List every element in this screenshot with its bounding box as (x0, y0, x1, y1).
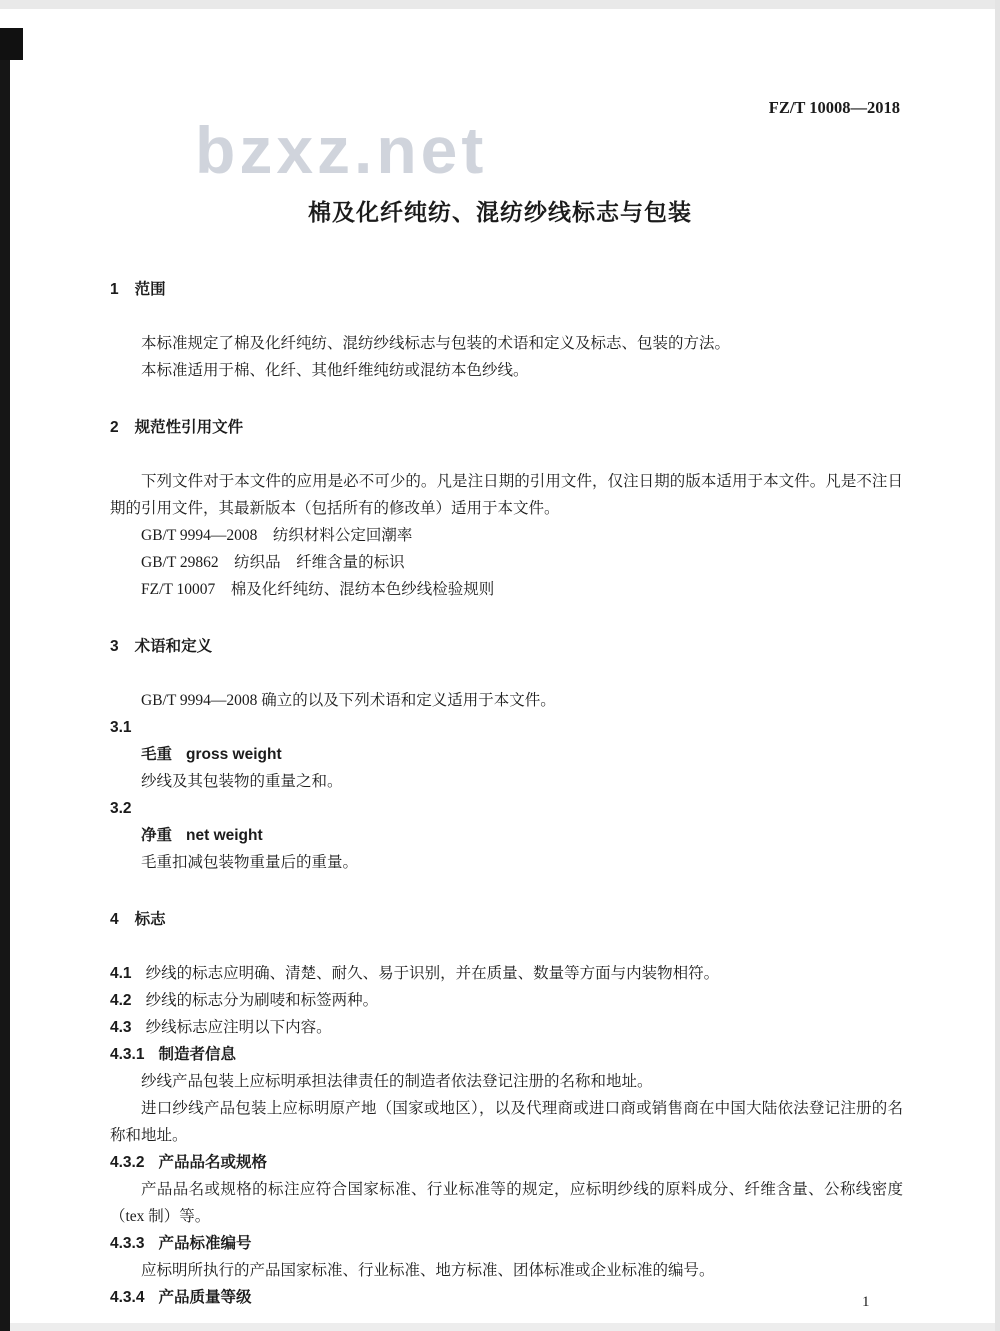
clause-number: 4.3.2 (110, 1154, 145, 1171)
document-title: 棉及化纤纯纺、混纺纱线标志与包装 (308, 199, 692, 225)
subclause-heading (110, 1149, 903, 1176)
paragraph: 应标明所执行的产品国家标准、行业标准、地方标准、团体标准或企业标准的编号。 (141, 1262, 715, 1279)
subclause-title: 制造者信息 (158, 1046, 236, 1063)
clause-text: 纱线标志应注明以下内容。 (145, 1019, 332, 1036)
scan-corner-artifact (0, 28, 23, 60)
paragraph: 本标准适用于棉、化纤、其他纤维纯纺或混纺本色纱线。 (141, 362, 529, 379)
subclause-title: 产品品名或规格 (158, 1154, 267, 1171)
section-heading-terms-definitions (110, 633, 903, 660)
clause-number: 4.3 (110, 1019, 132, 1036)
term-definition: 纱线及其包装物的重量之和。 (141, 773, 343, 790)
paragraph: 纱线产品包装上应标明承担法律责任的制造者依法登记注册的名称和地址。 (141, 1073, 653, 1090)
paragraph: GB/T 9994—2008 确立的以及下列术语和定义适用于本文件。 (141, 692, 556, 709)
clause (110, 987, 903, 1014)
clause-number: 3.1 (110, 719, 132, 736)
term-entry (141, 741, 903, 768)
section-heading-scope (110, 276, 903, 303)
clause (110, 960, 903, 987)
paragraph: 下列文件对于本文件的应用是必不可少的。凡是注日期的引用文件，仅注日期的版本适用于本文件。凡是不注日期的引用文件，其最新版本（包括所有的修改单）适用于本文件。 (110, 473, 903, 517)
reference-item: FZ/T 10007 棉及化纤纯纺、混纺本色纱线检验规则 (141, 581, 495, 598)
subclause-heading (110, 1230, 903, 1257)
paragraph: 进口纱线产品包装上应标明原产地（国家或地区），以及代理商或进口商或销售商在中国大陆依法登记注册的名称和地址。 (110, 1100, 903, 1144)
term-zh: 净重 (141, 827, 173, 844)
subclause-title: 产品标准编号 (158, 1235, 252, 1252)
term-en: gross weight (186, 746, 282, 763)
subclause-title: 产品质量等级 (158, 1289, 252, 1306)
section-title: 规范性引用文件 (134, 419, 244, 436)
section-number: 4 (110, 911, 119, 928)
term-entry (141, 822, 903, 849)
scan-edge-top (0, 0, 1000, 9)
section-title: 术语和定义 (134, 638, 213, 655)
standard-code: FZ/T 10008—2018 (768, 98, 900, 117)
clause (110, 1014, 903, 1041)
watermark-text: bzxz.net (195, 113, 488, 187)
section-number: 2 (110, 419, 119, 436)
section-title: 范围 (134, 281, 166, 298)
paragraph: 产品品名或规格的标注应符合国家标准、行业标准等的规定，应标明纱线的原料成分、纤维含量、公称线密度（tex 制）等。 (110, 1181, 903, 1225)
paragraph: 本标准规定了棉及化纤纯纺、混纺纱线标志与包装的术语和定义及标志、包装的方法。 (141, 335, 731, 352)
section-heading-normative-references (110, 414, 903, 441)
term-en: net weight (186, 827, 263, 844)
section-heading-marking (110, 906, 903, 933)
page-number: 1 (862, 1294, 870, 1310)
section-title: 标志 (134, 911, 166, 928)
term-zh: 毛重 (141, 746, 173, 763)
clause-text: 纱线的标志分为刷唛和标签两种。 (145, 992, 379, 1009)
section-number: 1 (110, 281, 119, 298)
clause-number: 4.2 (110, 992, 132, 1009)
clause-number: 3.2 (110, 800, 132, 817)
subclause-heading (110, 1284, 903, 1311)
term-definition: 毛重扣减包装物重量后的重量。 (141, 854, 359, 871)
section-number: 3 (110, 638, 119, 655)
clause-text: 纱线的标志应明确、清楚、耐久、易于识别，并在质量、数量等方面与内装物相符。 (145, 965, 720, 982)
clause-number: 4.1 (110, 965, 132, 982)
document-body (110, 276, 903, 1311)
clause-number: 4.3.4 (110, 1289, 145, 1306)
clause-number: 4.3.1 (110, 1046, 145, 1063)
reference-item: GB/T 29862 纺织品 纤维含量的标识 (141, 554, 405, 571)
scan-edge-bottom (0, 1323, 1000, 1331)
reference-item: GB/T 9994—2008 纺织材料公定回潮率 (141, 527, 413, 544)
clause-number: 4.3.3 (110, 1235, 145, 1252)
subclause-heading (110, 1041, 903, 1068)
